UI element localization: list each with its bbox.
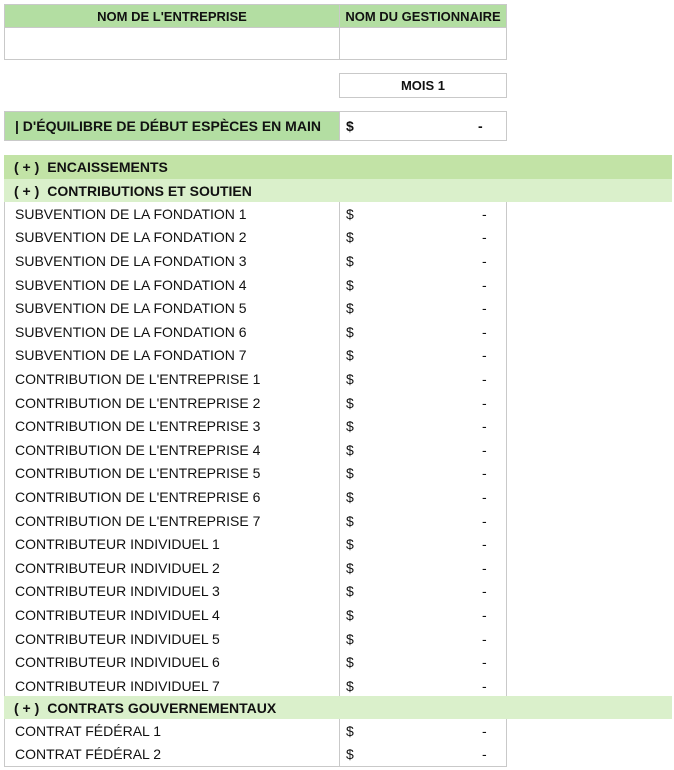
row-label: CONTRIBUTION DE L'ENTREPRISE 4	[4, 438, 340, 463]
section-title: CONTRATS GOUVERNEMENTAUX	[47, 699, 277, 716]
row-label: CONTRIBUTION DE L'ENTREPRISE 5	[4, 462, 340, 487]
amount: -	[482, 606, 487, 623]
amount: -	[482, 370, 487, 387]
row-value-cell[interactable]	[339, 414, 507, 439]
amount: -	[482, 488, 487, 505]
row-label: CONTRIBUTEUR INDIVIDUEL 2	[4, 556, 340, 581]
currency-symbol: $	[346, 536, 354, 553]
currency-symbol: $	[346, 418, 354, 435]
row-value-cell[interactable]	[339, 627, 507, 652]
currency-symbol: $	[346, 394, 354, 411]
row-value-cell[interactable]	[339, 603, 507, 628]
currency-symbol: $	[346, 276, 354, 293]
row-value-cell[interactable]	[339, 556, 507, 581]
section-title: ENCAISSEMENTS	[47, 159, 168, 175]
row-label: SUBVENTION DE LA FONDATION 7	[4, 344, 340, 369]
section-title: CONTRIBUTIONS ET SOUTIEN	[47, 182, 252, 199]
amount: -	[482, 583, 487, 600]
plus-sign: ( + )	[14, 182, 40, 199]
row-label: SUBVENTION DE LA FONDATION 3	[4, 249, 340, 274]
amount: -	[482, 300, 487, 317]
amount: -	[482, 512, 487, 529]
currency-symbol: $	[346, 677, 354, 694]
company-name-field[interactable]	[4, 27, 340, 60]
currency-symbol: $	[346, 606, 354, 623]
row-label: SUBVENTION DE LA FONDATION 2	[4, 226, 340, 251]
row-value-cell[interactable]	[339, 485, 507, 510]
row-value-cell[interactable]	[339, 296, 507, 321]
row-value-cell[interactable]	[339, 344, 507, 369]
currency-symbol: $	[346, 654, 354, 671]
row-value-cell[interactable]	[339, 391, 507, 416]
amount: -	[482, 559, 487, 576]
row-value-cell[interactable]	[339, 226, 507, 251]
row-value-cell[interactable]	[339, 743, 507, 768]
row-value-cell[interactable]	[339, 367, 507, 392]
row-value-cell[interactable]	[339, 532, 507, 557]
amount: -	[482, 252, 487, 269]
amount: -	[482, 654, 487, 671]
currency-symbol: $	[346, 465, 354, 482]
currency-symbol: $	[346, 252, 354, 269]
section-contributions	[4, 179, 672, 202]
amount: -	[482, 722, 487, 739]
amount: -	[482, 465, 487, 482]
currency-symbol: $	[346, 323, 354, 340]
row-value-cell[interactable]	[339, 719, 507, 744]
plus-sign: ( + )	[14, 159, 40, 175]
amount: -	[482, 746, 487, 763]
row-value-cell[interactable]	[339, 438, 507, 463]
row-label: CONTRIBUTION DE L'ENTREPRISE 3	[4, 414, 340, 439]
row-value-cell[interactable]	[339, 650, 507, 675]
row-value-cell[interactable]	[339, 320, 507, 345]
row-label: CONTRIBUTEUR INDIVIDUEL 6	[4, 650, 340, 675]
row-label: CONTRIBUTION DE L'ENTREPRISE 2	[4, 391, 340, 416]
row-value-cell[interactable]	[339, 509, 507, 534]
currency-symbol: $	[346, 229, 354, 246]
row-label: CONTRIBUTEUR INDIVIDUEL 5	[4, 627, 340, 652]
row-label: CONTRIBUTEUR INDIVIDUEL 1	[4, 532, 340, 557]
currency-symbol: $	[346, 559, 354, 576]
row-value-cell[interactable]	[339, 249, 507, 274]
amount: -	[482, 323, 487, 340]
row-value-cell[interactable]	[339, 202, 507, 227]
currency-symbol: $	[346, 746, 354, 763]
amount: -	[482, 347, 487, 364]
row-label: CONTRIBUTION DE L'ENTREPRISE 1	[4, 367, 340, 392]
amount: -	[482, 441, 487, 458]
currency-symbol: $	[346, 370, 354, 387]
company-name-header: NOM DE L'ENTREPRISE	[4, 4, 340, 28]
amount: -	[482, 394, 487, 411]
section-gov-contracts	[4, 696, 672, 719]
currency-symbol: $	[346, 488, 354, 505]
row-value-cell[interactable]	[339, 273, 507, 298]
row-label: CONTRAT FÉDÉRAL 2	[4, 743, 340, 768]
row-label: CONTRAT FÉDÉRAL 1	[4, 719, 340, 744]
amount: -	[482, 205, 487, 222]
amount: -	[482, 630, 487, 647]
row-label: CONTRIBUTION DE L'ENTREPRISE 6	[4, 485, 340, 510]
row-value-cell[interactable]	[339, 580, 507, 605]
currency-symbol: $	[346, 300, 354, 317]
amount: -	[482, 276, 487, 293]
currency-symbol: $	[346, 630, 354, 647]
amount: -	[478, 118, 483, 134]
row-label: CONTRIBUTEUR INDIVIDUEL 4	[4, 603, 340, 628]
currency-symbol: $	[346, 205, 354, 222]
row-label: CONTRIBUTEUR INDIVIDUEL 7	[4, 674, 340, 699]
currency-symbol: $	[346, 347, 354, 364]
currency-symbol: $	[346, 441, 354, 458]
row-label: SUBVENTION DE LA FONDATION 5	[4, 296, 340, 321]
opening-balance-text: | D'ÉQUILIBRE DE DÉBUT ESPÈCES EN MAIN	[15, 118, 321, 134]
opening-balance-label	[4, 111, 340, 141]
row-label: SUBVENTION DE LA FONDATION 1	[4, 202, 340, 227]
amount: -	[482, 677, 487, 694]
plus-sign: ( + )	[14, 699, 40, 716]
amount: -	[482, 536, 487, 553]
manager-name-header: NOM DU GESTIONNAIRE	[339, 4, 507, 28]
month-header: MOIS 1	[339, 73, 507, 98]
section-encaissements	[4, 155, 672, 179]
row-value-cell[interactable]	[339, 674, 507, 699]
opening-balance-value[interactable]	[339, 111, 507, 141]
currency-symbol: $	[346, 722, 354, 739]
row-label: SUBVENTION DE LA FONDATION 4	[4, 273, 340, 298]
currency-symbol: $	[346, 118, 354, 134]
amount: -	[482, 229, 487, 246]
currency-symbol: $	[346, 512, 354, 529]
row-label: SUBVENTION DE LA FONDATION 6	[4, 320, 340, 345]
row-label: CONTRIBUTION DE L'ENTREPRISE 7	[4, 509, 340, 534]
manager-name-field[interactable]	[339, 27, 507, 60]
amount: -	[482, 418, 487, 435]
currency-symbol: $	[346, 583, 354, 600]
row-value-cell[interactable]	[339, 462, 507, 487]
row-label: CONTRIBUTEUR INDIVIDUEL 3	[4, 580, 340, 605]
